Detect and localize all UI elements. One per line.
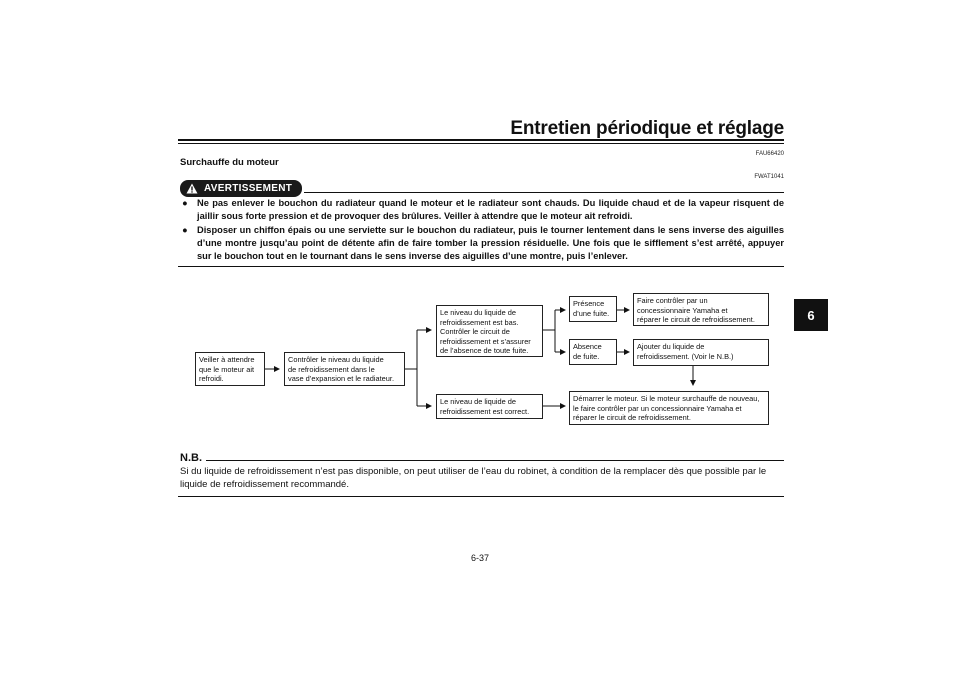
flow-box-level-low: Le niveau du liquide de refroidissement est bas. Contrôler le circuit de refroidissement et s’assurer de l’absence de toute fuite. bbox=[436, 305, 543, 357]
warning-code: FWAT1041 bbox=[754, 174, 784, 180]
warning-item: ● Disposer un chiffon épais ou une serviette sur le bouchon du radiateur, puis le tourner lentement dans le sens inverse des aiguilles d’une montre jusqu’au point de détente afin de faire tomber la pression résiduelle. Une fois que le sifflement s’est arrêté, appuyer sur le bouchon tout en le tournant dans le sens inverse des aiguilles d’une montre, puis l’enlever. bbox=[182, 225, 784, 261]
note-title: N.B. bbox=[180, 452, 202, 464]
warning-item: ● Ne pas enlever le bouchon du radiateur quand le moteur et le radiateur sont chauds. Du liquide chaud et de la vapeur risquent de jaillir sous forte pression et de provoquer des brûlures. Veiller à attendre que le moteur ait refroidi. bbox=[182, 198, 784, 221]
flow-box-check-level: Contrôler le niveau du liquide de refroidissement dans le vase d’expansion et le radiateur. bbox=[284, 352, 405, 386]
note-end-rule bbox=[178, 496, 784, 497]
flow-box-wait: Veiller à attendre que le moteur ait refroidi. bbox=[195, 352, 265, 386]
flow-box-add-coolant: Ajouter du liquide de refroidissement. (Voir le N.B.) bbox=[633, 339, 769, 366]
bullet-icon: ● bbox=[182, 225, 188, 235]
chapter-tab: 6 bbox=[794, 299, 828, 331]
bullet-icon: ● bbox=[182, 198, 188, 208]
flow-box-no-leak: Absence de fuite. bbox=[569, 339, 617, 365]
flow-box-leak: Présence d’une fuite. bbox=[569, 296, 617, 322]
section-code: FAU66420 bbox=[755, 151, 784, 157]
warning-label: AVERTISSEMENT bbox=[204, 183, 293, 194]
note-rule bbox=[206, 460, 784, 461]
page-header-title: Entretien périodique et réglage bbox=[510, 118, 784, 139]
page-number: 6-37 bbox=[470, 553, 489, 563]
flow-box-dealer-check: Faire contrôler par un concessionnaire Yamaha et réparer le circuit de refroidissement. bbox=[633, 293, 769, 326]
flow-box-restart: Démarrer le moteur. Si le moteur surchauffe de nouveau, le faire contrôler par un concessionnaire Yamaha et réparer le circuit de refroidissement. bbox=[569, 391, 769, 425]
note-text: Si du liquide de refroidissement n’est pas disponible, on peut utiliser de l’eau du robinet, à condition de la remplacer dès que possible par le liquide de refroidissement recommandé. bbox=[180, 466, 767, 490]
section-title: Surchauffe du moteur bbox=[180, 157, 279, 168]
flow-box-level-ok: Le niveau de liquide de refroidissement est correct. bbox=[436, 394, 543, 419]
